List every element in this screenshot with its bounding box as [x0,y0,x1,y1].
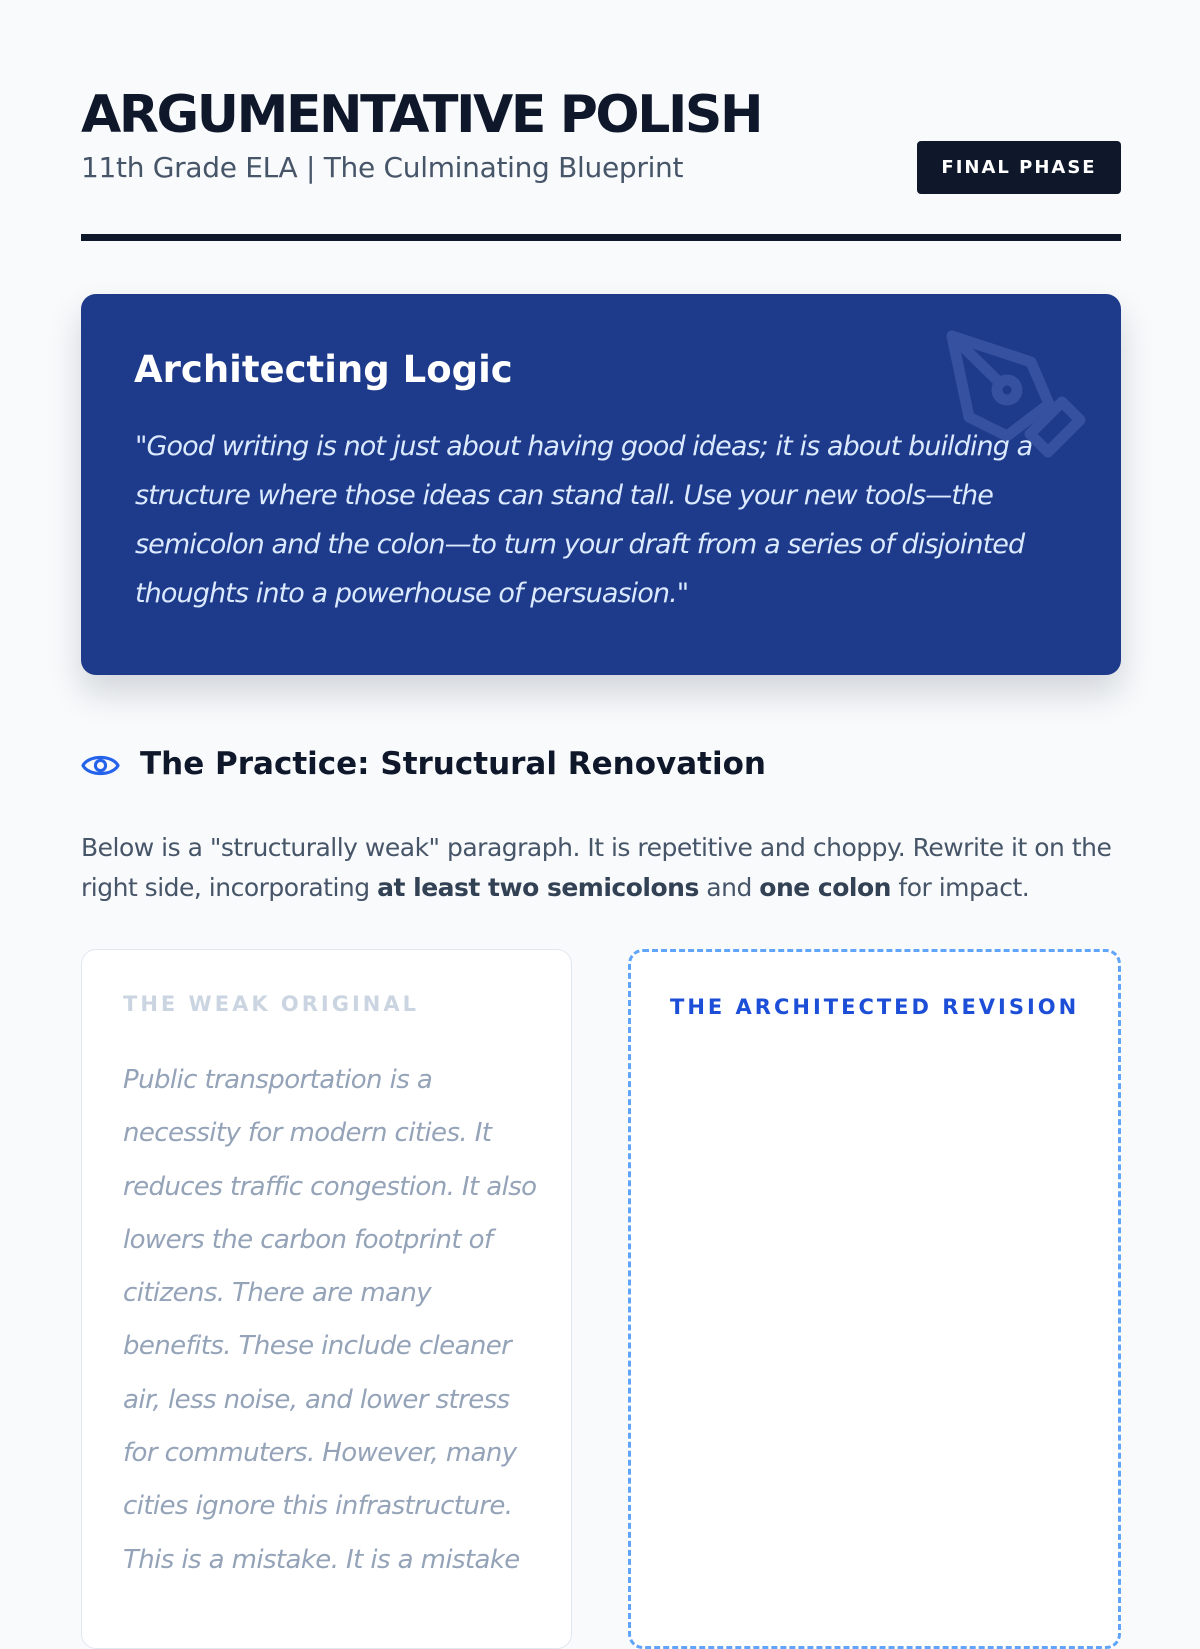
practice-instructions [81,828,1121,908]
revision-input[interactable] [667,1052,1082,1612]
practice-title: The Practice: Structural Renovation [140,746,766,782]
hero-title: Architecting Logic [134,348,513,391]
weak-original-label: THE WEAK ORIGINAL [123,992,419,1016]
instructions-emphasis-colon: one colon [759,873,891,902]
phase-badge: FINAL PHASE [917,141,1121,194]
revision-card[interactable] [628,949,1121,1649]
page-subtitle: 11th Grade ELA | The Culminating Blueprint [81,151,684,184]
page-title: ARGUMENTATIVE POLISH [81,85,762,145]
instructions-text: Below is a "structurally weak" paragraph. It is repetitive and choppy. Rewrite it on the right side, incorporating [81,833,1112,902]
practice-section-header [81,740,1121,790]
instructions-text: for impact. [890,873,1030,902]
header [81,86,1121,242]
page [81,0,1121,1600]
header-divider [81,234,1121,241]
instructions-emphasis-semicolons: at least two semicolons [377,873,699,902]
hero-quote: "Good writing is not just about having good ideas; it is about building a structure where those ideas can stand tall. Use your new tools—the semicolon and the colon—to turn your draft from a series of disjointed thoughts into a powerhouse of persuasion." [135,431,1033,609]
weak-original-card [81,949,572,1649]
revision-label: THE ARCHITECTED REVISION [670,995,1080,1019]
weak-original-text: Public transportation is a necessity for modern cities. It reduces traffic congestion. It also lowers the carbon footprint of citizens. There are many benefits. These include cleaner air, less noise, and lower stress for commuters. However, many cities ignore this infrastructure. This is a mistake. It is a mistake [123,1065,537,1575]
instructions-text: and [698,873,760,902]
eye-icon [81,746,120,785]
hero-card [81,294,1121,675]
